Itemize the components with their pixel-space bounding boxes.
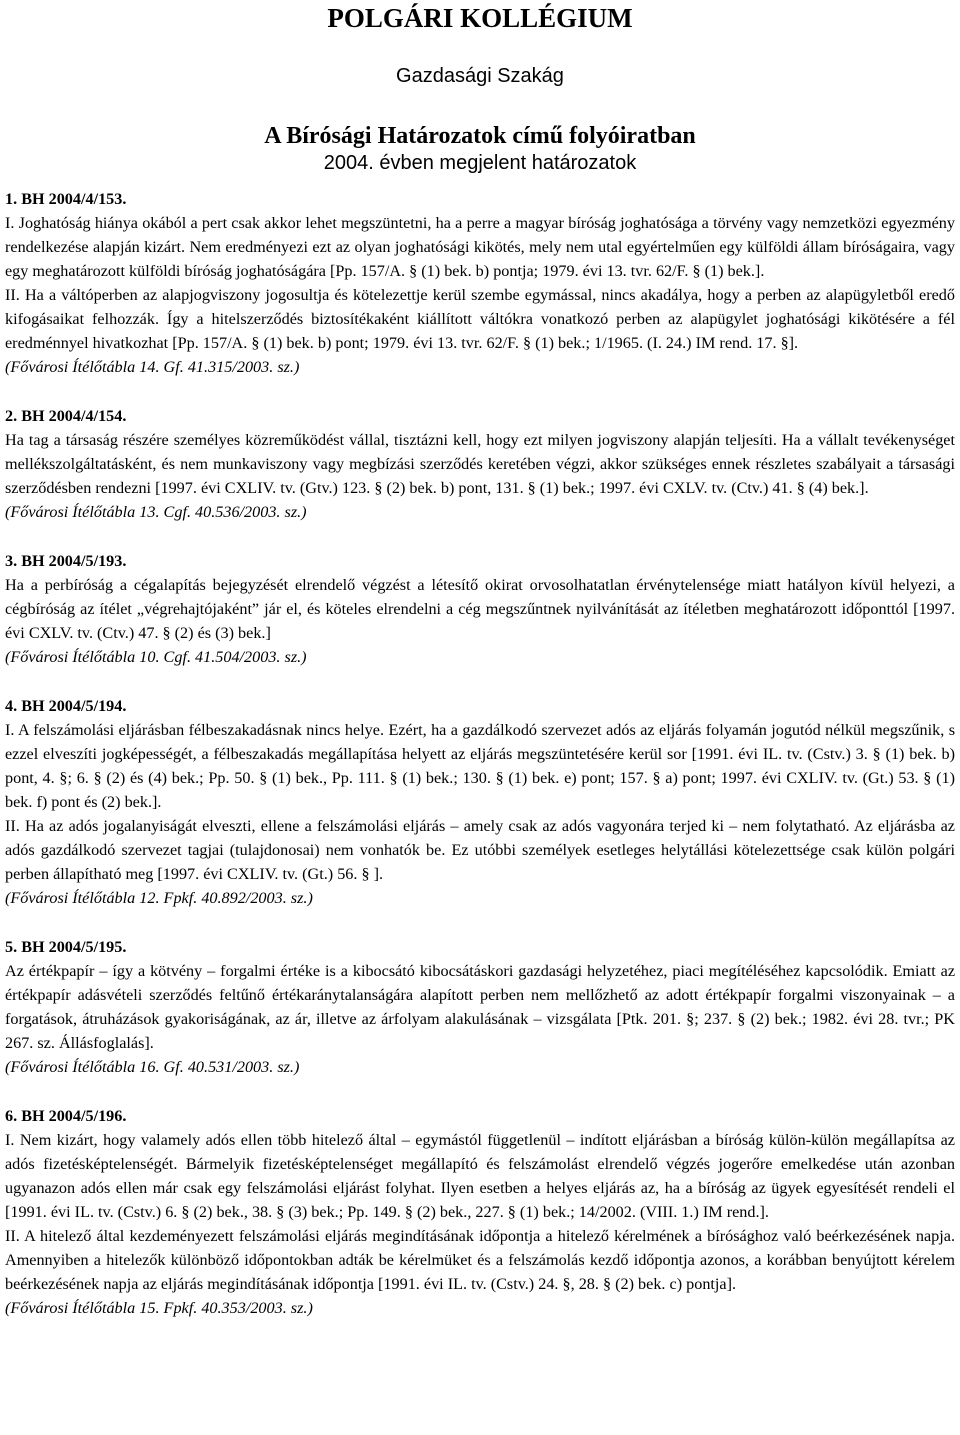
case-entry	[5, 935, 955, 1079]
case-source: (Fővárosi Ítélőtábla 13. Cgf. 40.536/2003. sz.)	[5, 503, 307, 521]
case-paragraph: II. Ha az adós jogalanyiságát elveszti, ellene a felszámolási eljárás – amely csak az adós vagyonára terjed ki – nem folytatható. Az eljárásba az adós gazdálkodó szervezet tagjai (tulajdonosai) nem vonhatók be. Ez utóbbi személyek esetleges helytállási kötelezettsége csak külön polgári perben állapítható meg [1997. évi CXLIV. tv. (Gt.) 56. § ].	[5, 817, 955, 883]
case-entry	[5, 187, 955, 379]
case-paragraph: II. A hitelező által kezdeményezett felszámolási eljárás megindításának időpontja a hitelező kérelmének a bírósághoz való beérkezésének napja. Amennyiben a hitelezők különböző időpontokban adták be kérelmüket és a felszámolás kezdő időpontja azonos, a korábban benyújtott kérelem beérkezésének napja az eljárás megindításának időpontja [1991. évi IL. tv. (Cstv.) 24. §, 28. § (2) bek. c) pontja].	[5, 1227, 955, 1293]
journal-title: A Bírósági Határozatok című folyóiratban	[264, 123, 696, 149]
case-paragraph: Ha a perbíróság a cégalapítás bejegyzését elrendelő végzést a létesítő okirat orvosolhatatlan érvénytelensége miatt hatályon kívül helyezi, a cégbíróság az ítélet „végrehajtójaként” jár el, és köteles elrendelni a cég megszűntnek nyilvánítását az ítéletben meghatározott időponttól [1997. évi CXLV. tv. (Ctv.) 47. § (2) és (3) bek.]	[5, 576, 955, 642]
page-title: POLGÁRI KOLLÉGIUM	[327, 3, 633, 33]
case-heading: 6. BH 2004/5/196.	[5, 1107, 127, 1125]
case-list	[5, 187, 955, 1320]
case-source: (Fővárosi Ítélőtábla 15. Fpkf. 40.353/2003. sz.)	[5, 1299, 313, 1317]
case-heading: 4. BH 2004/5/194.	[5, 697, 127, 715]
case-paragraph: Ha tag a társaság részére személyes közreműködést vállal, tisztázni kell, hogy ezt milyen jogviszony alapján teljesíti. Ha a vállalt tevékenységet mellékszolgáltatásként, és nem munkaviszony vagy megbízási szerződés keretében végzi, akkor szükséges ennek részletes szabályait a társasági szerződésben rendezni [1997. évi CXLIV. tv. (Gtv.) 123. § (2) bek. b) pont, 131. § (1) bek.; 1997. évi CXLV. tv. (Ctv.) 41. § (4) bek.].	[5, 431, 955, 497]
case-entry	[5, 404, 955, 524]
case-paragraph: I. Nem kizárt, hogy valamely adós ellen több hitelező által – egymástól függetlenül – indított eljárásban a bíróság külön-külön megállapítsa az adós fizetésképtelenségét. Bármelyik fizetésképtelenséget megállapító és felszámolást elrendelő végzés jogerőre emelkedése után azonban ugyanazon adós ellen már csak egy felszámolási eljárást folyhat. Ilyen esetben a helyes eljárás az, ha a bíróság az ügyek egyesítését rendeli el [1991. évi IL. tv. (Cstv.) 6. § (2) bek., 38. § (3) bek.; Pp. 149. § (2) bek., 227. § (1) bek.; 14/2002. (VIII. 1.) IM rend.].	[5, 1131, 955, 1221]
section-title: Gazdasági Szakág	[396, 65, 564, 87]
case-paragraph: I. Joghatóság hiánya okából a pert csak akkor lehet megszüntetni, ha a perre a magyar bíróság joghatósága a törvény vagy nemzetközi egyezmény rendelkezése alapján kizárt. Nem eredményezi ezt az olyan joghatósági kikötés, mely nem utal egyértelműen egy külföldi állam bíróságaira, vagy egy meghatározott külföldi bíróság joghatóságára [Pp. 157/A. § (1) bek. b) pontja; 1979. évi 13. tvr. 62/F. § (1) bek.].	[5, 214, 955, 280]
case-entry	[5, 1104, 955, 1320]
case-source: (Fővárosi Ítélőtábla 14. Gf. 41.315/2003. sz.)	[5, 358, 300, 376]
case-heading: 2. BH 2004/4/154.	[5, 407, 127, 425]
case-heading: 1. BH 2004/4/153.	[5, 190, 127, 208]
document-page	[0, 3, 960, 1320]
case-heading: 3. BH 2004/5/193.	[5, 552, 127, 570]
year-subtitle: 2004. évben megjelent határozatok	[323, 152, 637, 174]
case-source: (Fővárosi Ítélőtábla 10. Cgf. 41.504/2003. sz.)	[5, 648, 307, 666]
case-entry	[5, 694, 955, 910]
case-paragraph: Az értékpapír – így a kötvény – forgalmi értéke is a kibocsátó kibocsátáskori gazdasági helyzetéhez, piaci megítéléséhez kapcsolódik. Emiatt az értékpapír adásvételi szerződés feltűnő értékaránytalanságára alapított perben nem mellőzhető az adott értékpapír forgalmi viszonyainak – a forgatások, átruházások gyakoriságának, az ár, illetve az árfolyam alakulásának – vizsgálata [Ptk. 201. §; 237. § (2) bek.; 1982. évi 28. tvr.; PK 267. sz. Állásfoglalás].	[5, 962, 955, 1052]
case-source: (Fővárosi Ítélőtábla 12. Fpkf. 40.892/2003. sz.)	[5, 889, 313, 907]
case-entry	[5, 549, 955, 669]
case-source: (Fővárosi Ítélőtábla 16. Gf. 40.531/2003. sz.)	[5, 1058, 300, 1076]
case-paragraph: II. Ha a váltóperben az alapjogviszony jogosultja és kötelezettje kerül szembe egymással, nincs akadálya, hogy a perben az alapügyletből eredő kifogásaikat felhozzák. Így a hitelszerződés biztosítékaként kiállított váltókra vonatkozó perben az alapügylet joghatósági kikötésére a fél eredménnyel hivatkozhat [Pp. 157/A. § (1) bek. b) pont; 1979. évi 13. tvr. 62/F. § (1) bek.; 1/1965. (I. 24.) IM rend. 17. §].	[5, 286, 955, 352]
case-heading: 5. BH 2004/5/195.	[5, 938, 127, 956]
case-paragraph: I. A felszámolási eljárásban félbeszakadásnak nincs helye. Ezért, ha a gazdálkodó szervezet adós az eljárás folyamán jogutód nélkül megszűnik, s ezzel elveszíti jogképességét, a félbeszakadás megállapítása helyett az eljárás megszüntetésére kerül sor [1991. évi IL. tv. (Cstv.) 3. § (1) bek. b) pont, 4. §; 6. § (2) és (4) bek.; Pp. 50. § (1) bek., Pp. 111. § (1) bek.; 130. § (1) bek. e) pont; 157. § a) pont; 1997. évi CXLIV. tv. (Gt.) 53. § (1) bek. f) pont és (2) bek.].	[5, 721, 955, 811]
